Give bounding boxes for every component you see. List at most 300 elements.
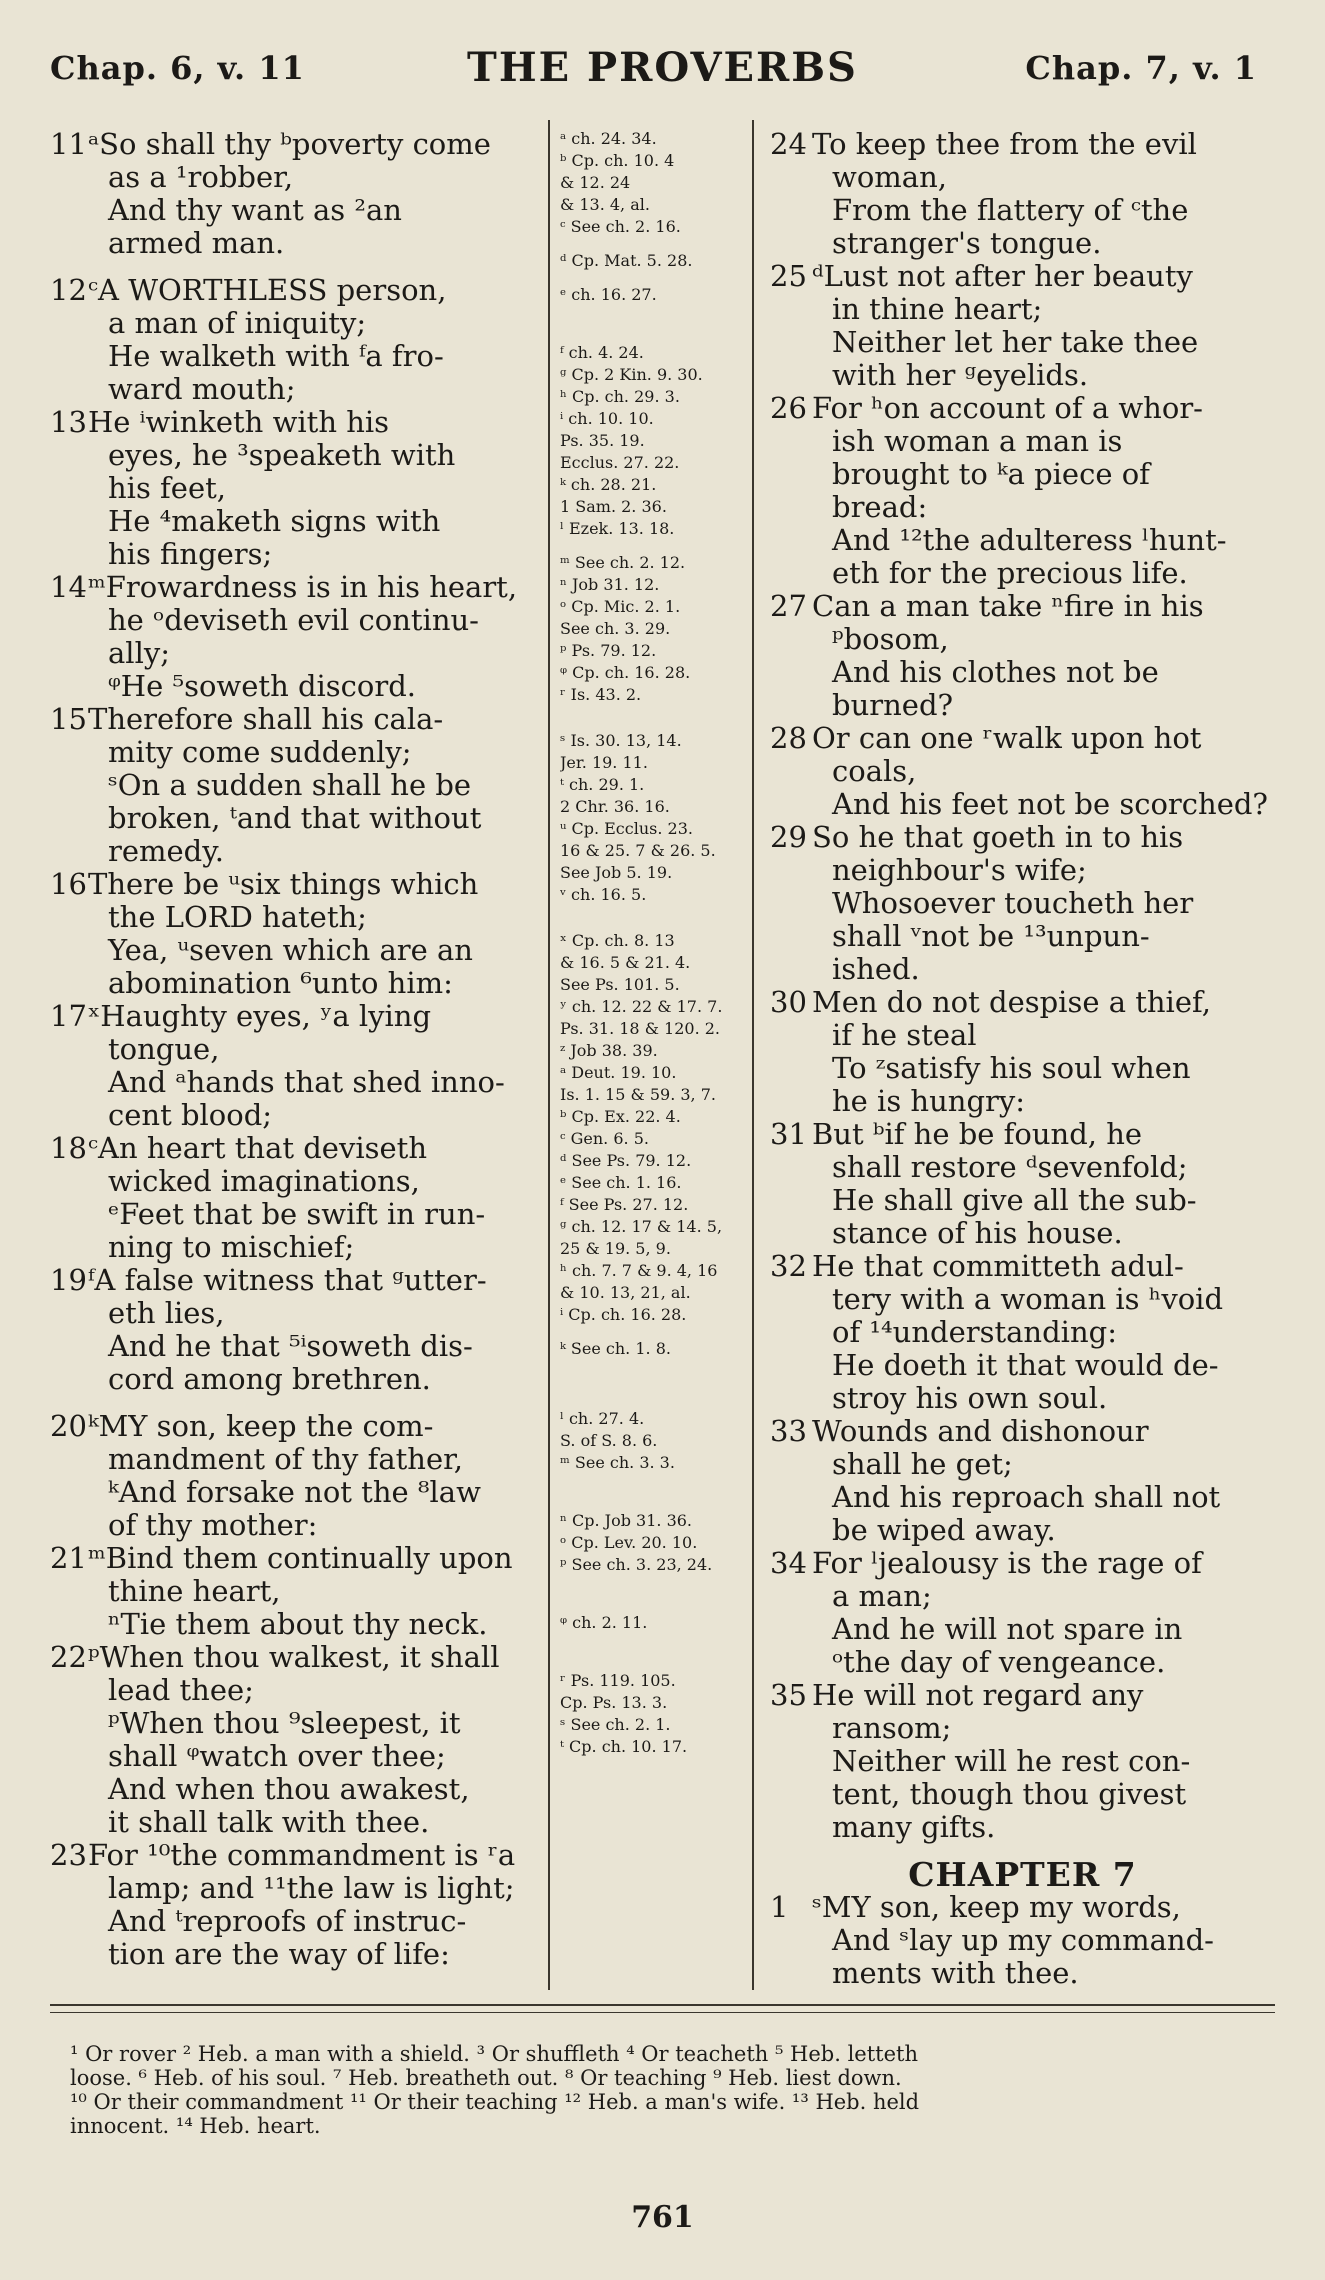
- verse-line: [770, 1151, 1275, 1184]
- verse-line: [770, 1118, 1275, 1151]
- verse-text: Or can one ʳwalk upon hot: [812, 722, 1202, 755]
- verse-text: He that committeth adul-: [812, 1250, 1184, 1283]
- cross-reference: [560, 1588, 740, 1600]
- verse-line: [770, 128, 1275, 161]
- verse-line: [770, 1646, 1275, 1679]
- verse-line: [770, 227, 1275, 260]
- verse-text: And he will not spare in: [832, 1613, 1183, 1646]
- verse-text: bread:: [832, 491, 928, 524]
- verse-line: [770, 260, 1275, 293]
- verse-line: [50, 1674, 540, 1707]
- cross-reference: ʳ Ps. 119. 105.: [560, 1671, 676, 1690]
- verse-text: ᵈLust not after her beauty: [812, 260, 1193, 293]
- verse-line: [50, 835, 540, 868]
- verse-text: ᶜA WORTHLESS person,: [88, 274, 447, 307]
- verse-number: 19: [50, 1264, 87, 1297]
- cross-reference: ᵒ Cp. Lev. 20. 10.: [560, 1533, 698, 1552]
- footnote-line: ¹ Or rover ² Heb. a man with a shield. ³ Or shuffleth ⁴ Or teacheth ⁵ Heb. letteth: [70, 2042, 919, 2066]
- verse-text: ᶠA false witness that ᵍutter-: [88, 1264, 487, 1297]
- verse-text: a man of iniquity;: [108, 307, 367, 340]
- verse-text: ᵒthe day of vengeance.: [832, 1646, 1166, 1679]
- verse-line: [50, 1641, 540, 1674]
- verse-line: [50, 538, 540, 571]
- verse-text: broken, ᵗand that without: [108, 802, 482, 835]
- cross-reference: [560, 1498, 740, 1510]
- cross-reference: [560, 718, 740, 730]
- cross-reference: ᵗ Cp. ch. 10. 17.: [560, 1737, 688, 1756]
- verse-text: mity come suddenly;: [108, 736, 412, 769]
- verse-text: And thy want as ²an: [108, 194, 402, 227]
- verse-line: [770, 1448, 1275, 1481]
- cross-reference: ᵃ Deut. 19. 10.: [560, 1063, 677, 1082]
- cross-reference: 16 & 25. 7 & 26. 5.: [560, 841, 716, 860]
- verse-text: Wounds and dishonour: [812, 1415, 1149, 1448]
- verse-number: 25: [770, 260, 807, 293]
- cross-reference: ᵗ ch. 29. 1.: [560, 775, 645, 794]
- verse-text: ᵠHe ⁵soweth discord.: [108, 670, 417, 703]
- cross-reference: [560, 918, 740, 930]
- chapter-verse-left: Chap. 6, v. 11: [50, 49, 305, 87]
- verse-number: 29: [770, 821, 807, 854]
- verse-text: lamp; and ¹¹the law is light;: [108, 1872, 515, 1905]
- verse-text: ments with thee.: [832, 1957, 1079, 1990]
- footnote-rule: [50, 2004, 1275, 2006]
- verse-line: [50, 967, 540, 1000]
- verse-line: [770, 1184, 1275, 1217]
- verse-line: [770, 1250, 1275, 1283]
- verse-text: eth for the precious life.: [832, 557, 1188, 590]
- cross-reference: ˢ See ch. 2. 1.: [560, 1715, 671, 1734]
- verse-line: [50, 1198, 540, 1231]
- verse-line: [770, 1712, 1275, 1745]
- verse-text: And when thou awakest,: [108, 1773, 470, 1806]
- footnote-line: loose. ⁶ Heb. of his soul. ⁷ Heb. breatheth out. ⁸ Or teaching ⁹ Heb. liest down.: [70, 2066, 902, 2090]
- cross-reference: [560, 1658, 740, 1670]
- cross-references-column: [560, 128, 740, 1758]
- verse-line: [50, 1476, 540, 1509]
- verse-line: [770, 491, 1275, 524]
- cross-reference: See Job 5. 19.: [560, 863, 673, 882]
- verse-line: [50, 406, 540, 439]
- verse-line: [50, 802, 540, 835]
- verse-line: [50, 1509, 540, 1542]
- verse-text: cent blood;: [108, 1099, 273, 1132]
- cross-reference: ᵠ ch. 2. 11.: [560, 1613, 648, 1632]
- verse-number: 27: [770, 590, 807, 623]
- cross-reference: ᵠ Cp. ch. 16. 28.: [560, 663, 691, 682]
- verse-line: [50, 1363, 540, 1396]
- cross-reference: ᵉ See ch. 1. 16.: [560, 1173, 682, 1192]
- verse-text: cord among brethren.: [108, 1363, 431, 1396]
- verse-text: shall ᵠwatch over thee;: [108, 1740, 446, 1773]
- verse-text: CHAPTER 7: [908, 1858, 1137, 1891]
- cross-reference: [560, 1600, 740, 1612]
- verse-text: And ¹²the adulteress ˡhunt-: [832, 524, 1227, 557]
- cross-reference: ᵏ ch. 28. 21.: [560, 475, 657, 494]
- cross-reference: [560, 318, 740, 330]
- verse-text: He shall give all the sub-: [832, 1184, 1197, 1217]
- verse-line: [50, 260, 540, 274]
- verse-line: [770, 953, 1275, 986]
- verse-text: For ¹⁰the commandment is ʳa: [88, 1839, 516, 1872]
- verse-line: [770, 1415, 1275, 1448]
- chapter-verse-right: Chap. 7, v. 1: [1025, 49, 1257, 87]
- verse-text: in thine heart;: [832, 293, 1043, 326]
- verse-line: [50, 934, 540, 967]
- verse-line: [50, 901, 540, 934]
- verse-text: wicked imaginations,: [108, 1165, 420, 1198]
- verse-text: ished.: [832, 953, 920, 986]
- verse-line: [50, 1443, 540, 1476]
- verse-line: [770, 788, 1275, 821]
- cross-reference: ˡ ch. 27. 4.: [560, 1409, 645, 1428]
- cross-reference: ᶠ See Ps. 27. 12.: [560, 1195, 689, 1214]
- verse-line: [50, 1707, 540, 1740]
- verse-line: [770, 1481, 1275, 1514]
- cross-reference: ᶻ Job 38. 39.: [560, 1041, 658, 1060]
- verse-line: [770, 986, 1275, 1019]
- verse-line: [770, 854, 1275, 887]
- verse-text: And his feet not be scorched?: [832, 788, 1268, 821]
- verse-text: ᵖWhen thou ⁹sleepest, it: [108, 1707, 461, 1740]
- verse-text: brought to ᵏa piece of: [832, 458, 1150, 491]
- verse-line: [50, 1165, 540, 1198]
- cross-reference: ᵈ Cp. Mat. 5. 28.: [560, 251, 693, 270]
- cross-reference: [560, 706, 740, 718]
- verse-number: 21: [50, 1542, 87, 1575]
- verse-line: [770, 1316, 1275, 1349]
- verse-line: [770, 1283, 1275, 1316]
- verse-text: Therefore shall his cala-: [88, 703, 444, 736]
- verse-text: abomination ⁶unto him:: [108, 967, 453, 1000]
- verse-text: the LORD hateth;: [108, 901, 367, 934]
- cross-reference: ᵇ Cp. Ex. 22. 4.: [560, 1107, 681, 1126]
- verse-line: [770, 920, 1275, 953]
- verse-line: [50, 1872, 540, 1905]
- verse-number: 1: [770, 1891, 789, 1924]
- cross-reference: ᵖ See ch. 3. 23, 24.: [560, 1555, 713, 1574]
- column-divider-right: [752, 120, 754, 1990]
- cross-reference: & 16. 5 & 21. 4.: [560, 953, 691, 972]
- verse-line: [770, 1778, 1275, 1811]
- cross-reference: ᵈ See Ps. 79. 12.: [560, 1151, 692, 1170]
- verse-line: [770, 359, 1275, 392]
- verse-line: [770, 392, 1275, 425]
- cross-reference: ᵖ Ps. 79. 12.: [560, 641, 657, 660]
- verse-text: And ᵃhands that shed inno-: [108, 1066, 505, 1099]
- cross-reference: ᵐ See ch. 3. 3.: [560, 1453, 675, 1472]
- verse-line: [770, 161, 1275, 194]
- verse-line: [50, 1608, 540, 1641]
- verse-text: tongue,: [108, 1033, 220, 1066]
- cross-reference: ʸ ch. 12. 22 & 17. 7.: [560, 997, 723, 1016]
- verse-line: [50, 868, 540, 901]
- verse-line: [770, 887, 1275, 920]
- verse-line: [770, 1217, 1275, 1250]
- verse-text: coals,: [832, 755, 917, 788]
- cross-reference: [560, 272, 740, 284]
- verse-text: Whosoever toucheth her: [832, 887, 1194, 920]
- verse-text: tion are the way of life:: [108, 1938, 450, 1971]
- cross-reference: ᵛ ch. 16. 5.: [560, 885, 647, 904]
- verse-number: 11: [50, 128, 87, 161]
- verse-number: 20: [50, 1410, 87, 1443]
- verse-text: To keep thee from the evil: [812, 128, 1197, 161]
- verse-text: From the flattery of ᶜthe: [832, 194, 1189, 227]
- verse-text: burned?: [832, 689, 954, 722]
- verse-line: [50, 736, 540, 769]
- verse-line: [770, 1891, 1275, 1924]
- verse-line: [50, 1297, 540, 1330]
- verse-line: [770, 458, 1275, 491]
- verse-number: 13: [50, 406, 87, 439]
- verse-text: as a ¹robber,: [108, 161, 294, 194]
- verse-text: remedy.: [108, 835, 224, 868]
- verse-text: with her ᵍeyelids.: [832, 359, 1089, 392]
- cross-reference: ᵇ Cp. ch. 10. 4: [560, 151, 675, 170]
- cross-reference: ʳ Is. 43. 2.: [560, 685, 642, 704]
- verse-text: ning to mischief;: [108, 1231, 355, 1264]
- verse-line: [770, 1613, 1275, 1646]
- verse-text: But ᵇif he be found, he: [812, 1118, 1143, 1151]
- verse-text: He ⁱwinketh with his: [88, 406, 390, 439]
- verse-text: lead thee;: [108, 1674, 254, 1707]
- verse-line: [50, 128, 540, 161]
- cross-reference: ᵘ Cp. Ecclus. 23.: [560, 819, 693, 838]
- cross-reference: [560, 1634, 740, 1646]
- footnote-rule-thin: [50, 2012, 1275, 2013]
- verse-line: [770, 1547, 1275, 1580]
- right-text-column: [770, 128, 1275, 1990]
- cross-reference: 2 Chr. 36. 16.: [560, 797, 670, 816]
- verse-text: stranger's tongue.: [832, 227, 1102, 260]
- verse-number: 12: [50, 274, 87, 307]
- verse-text: thine heart,: [108, 1575, 281, 1608]
- cross-reference: [560, 1576, 740, 1588]
- verse-line: [50, 1839, 540, 1872]
- verse-line: [770, 1085, 1275, 1118]
- verse-line: [50, 1542, 540, 1575]
- verse-text: his fingers;: [108, 538, 273, 571]
- verse-line: [50, 1099, 540, 1132]
- verse-line: [50, 604, 540, 637]
- verse-line: [770, 524, 1275, 557]
- verse-line: [770, 1679, 1275, 1712]
- verse-text: a man;: [832, 1580, 932, 1613]
- cross-reference: [560, 906, 740, 918]
- verse-line: [50, 571, 540, 604]
- verse-text: eth lies,: [108, 1297, 225, 1330]
- verse-line: [770, 590, 1275, 623]
- verse-line: [770, 326, 1275, 359]
- verse-text: So he that goeth in to his: [812, 821, 1184, 854]
- verse-text: ᵃSo shall thy ᵇpoverty come: [88, 128, 491, 161]
- verse-line: [50, 670, 540, 703]
- cross-reference: [560, 330, 740, 342]
- cross-reference: Cp. Ps. 13. 3.: [560, 1693, 668, 1712]
- cross-reference: ᶜ See ch. 2. 16.: [560, 217, 681, 236]
- verse-text: tent, though thou givest: [832, 1778, 1187, 1811]
- verse-line: [50, 1905, 540, 1938]
- verse-text: He doeth it that would de-: [832, 1349, 1219, 1382]
- cross-reference: [560, 1486, 740, 1498]
- verse-text: For ˡjealousy is the rage of: [812, 1547, 1202, 1580]
- verse-text: For ʰon account of a whor-: [812, 392, 1203, 425]
- cross-reference: 25 & 19. 5, 9.: [560, 1239, 671, 1258]
- cross-reference: & 10. 13, 21, al.: [560, 1283, 691, 1302]
- verse-line: [50, 307, 540, 340]
- cross-reference: & 12. 24: [560, 173, 631, 192]
- cross-reference: ˡ Ezek. 13. 18.: [560, 519, 675, 538]
- verse-text: ˢOn a sudden shall he be: [108, 769, 472, 802]
- verse-number: 32: [770, 1250, 807, 1283]
- cross-reference: ˢ Is. 30. 13, 14.: [560, 731, 682, 750]
- cross-reference: ⁿ Job 31. 12.: [560, 575, 660, 594]
- cross-reference: ᵒ Cp. Mic. 2. 1.: [560, 597, 681, 616]
- cross-reference: ⁱ Cp. ch. 16. 28.: [560, 1305, 687, 1324]
- cross-reference: ᵃ ch. 24. 34.: [560, 129, 657, 148]
- verse-line: [50, 703, 540, 736]
- verse-line: [770, 1811, 1275, 1844]
- verse-line: [50, 194, 540, 227]
- verse-text: Neither let her take thee: [832, 326, 1199, 359]
- verse-text: He will not regard any: [812, 1679, 1144, 1712]
- verse-text: it shall talk with thee.: [108, 1806, 430, 1839]
- verse-number: 17: [50, 1000, 87, 1033]
- verse-number: 15: [50, 703, 87, 736]
- cross-reference: 1 Sam. 2. 36.: [560, 497, 667, 516]
- verse-line: [770, 1580, 1275, 1613]
- verse-text: Yea, ᵘseven which are an: [108, 934, 473, 967]
- verse-number: 35: [770, 1679, 807, 1712]
- verse-line: [50, 1000, 540, 1033]
- verse-line: [50, 1264, 540, 1297]
- verse-number: 22: [50, 1641, 87, 1674]
- verse-line: [770, 1019, 1275, 1052]
- cross-reference: ᶜ Gen. 6. 5.: [560, 1129, 649, 1148]
- cross-reference: See ch. 3. 29.: [560, 619, 671, 638]
- verse-line: [770, 293, 1275, 326]
- verse-line: [770, 623, 1275, 656]
- verse-text: Men do not despise a thief,: [812, 986, 1211, 1019]
- verse-text: armed man.: [108, 227, 285, 260]
- verse-text: And ᵗreproofs of instruc-: [108, 1905, 467, 1938]
- verse-text: Can a man take ⁿfire in his: [812, 590, 1204, 623]
- verse-line: [770, 722, 1275, 755]
- verse-line: [770, 1957, 1275, 1990]
- verse-text: ˢMY son, keep my words,: [812, 1891, 1181, 1924]
- verse-line: [50, 439, 540, 472]
- verse-text: To ᶻsatisfy his soul when: [832, 1052, 1191, 1085]
- verse-text: ᵖWhen thou walkest, it shall: [88, 1641, 500, 1674]
- verse-text: ⁿTie them about thy neck.: [108, 1608, 488, 1641]
- cross-reference: [560, 1372, 740, 1384]
- verse-text: And he that ⁵ⁱsoweth dis-: [108, 1330, 473, 1363]
- column-divider-left: [548, 120, 550, 1990]
- verse-text: stance of his house.: [832, 1217, 1123, 1250]
- cross-reference: Ps. 35. 19.: [560, 431, 645, 450]
- cross-reference: [560, 540, 740, 552]
- verse-line: [50, 1773, 540, 1806]
- book-title: THE PROVERBS: [467, 44, 858, 91]
- verse-line: [50, 1806, 540, 1839]
- page-number: 761: [631, 2200, 694, 2235]
- verse-line: [50, 472, 540, 505]
- verse-line: [50, 1938, 540, 1971]
- cross-reference: S. of S. 8. 6.: [560, 1431, 658, 1450]
- verse-line: [770, 1514, 1275, 1547]
- verse-text: his feet,: [108, 472, 226, 505]
- verse-number: 26: [770, 392, 807, 425]
- cross-reference: [560, 238, 740, 250]
- verse-line: [50, 1033, 540, 1066]
- cross-reference: ⁿ Cp. Job 31. 36.: [560, 1511, 693, 1530]
- verse-text: shall ᵛnot be ¹³unpun-: [832, 920, 1150, 953]
- verse-number: 28: [770, 722, 807, 755]
- cross-reference: [560, 1396, 740, 1408]
- verse-number: 24: [770, 128, 807, 161]
- verse-text: ᵉFeet that be swift in run-: [108, 1198, 486, 1231]
- verse-text: he is hungry:: [832, 1085, 1026, 1118]
- verse-line: [50, 373, 540, 406]
- cross-reference: Ps. 31. 18 & 120. 2.: [560, 1019, 720, 1038]
- verse-line: [50, 340, 540, 373]
- verse-text: mandment of thy father,: [108, 1443, 463, 1476]
- cross-reference: ᵍ Cp. 2 Kin. 9. 30.: [560, 365, 703, 384]
- verse-line: [50, 505, 540, 538]
- cross-reference: ˣ Cp. ch. 8. 13: [560, 931, 675, 950]
- verse-line: [50, 274, 540, 307]
- cross-reference: See Ps. 101. 5.: [560, 975, 680, 994]
- verse-line: [50, 637, 540, 670]
- cross-reference: [560, 1384, 740, 1396]
- verse-text: He walketh with ᶠa fro-: [108, 340, 444, 373]
- verse-text: There be ᵘsix things which: [88, 868, 479, 901]
- verse-text: stroy his own soul.: [832, 1382, 1108, 1415]
- verse-text: tery with a woman is ʰvoid: [832, 1283, 1224, 1316]
- verse-line: [50, 1330, 540, 1363]
- verse-text: Neither will he rest con-: [832, 1745, 1191, 1778]
- cross-reference: & 13. 4, al.: [560, 195, 650, 214]
- verse-text: if he steal: [832, 1019, 977, 1052]
- cross-reference: ʰ Cp. ch. 29. 3.: [560, 387, 680, 406]
- verse-text: ᵐBind them continually upon: [88, 1542, 513, 1575]
- verse-text: shall he get;: [832, 1448, 1013, 1481]
- verse-text: ish woman a man is: [832, 425, 1123, 458]
- verse-line: [770, 425, 1275, 458]
- verse-text: And his clothes not be: [832, 656, 1159, 689]
- verse-number: 14: [50, 571, 87, 604]
- verse-text: ransom;: [832, 1712, 952, 1745]
- verse-line: [770, 1349, 1275, 1382]
- verse-line: [770, 1745, 1275, 1778]
- verse-text: ᵏAnd forsake not the ⁸law: [108, 1476, 481, 1509]
- verse-text: ward mouth;: [108, 373, 296, 406]
- cross-reference: [560, 306, 740, 318]
- verse-text: ˣHaughty eyes, ʸa lying: [88, 1000, 432, 1033]
- verse-text: ᵏMY son, keep the com-: [88, 1410, 434, 1443]
- footnote-line: innocent. ¹⁴ Heb. heart.: [70, 2114, 321, 2138]
- verse-line: [50, 1066, 540, 1099]
- verse-line: [770, 557, 1275, 590]
- verse-number: 31: [770, 1118, 807, 1151]
- verse-text: eyes, he ³speaketh with: [108, 439, 456, 472]
- verse-text: ᵖbosom,: [832, 623, 949, 656]
- verse-text: of thy mother:: [108, 1509, 318, 1542]
- cross-reference: ᵐ See ch. 2. 12.: [560, 553, 686, 572]
- verse-line: [50, 769, 540, 802]
- cross-reference: [560, 1360, 740, 1372]
